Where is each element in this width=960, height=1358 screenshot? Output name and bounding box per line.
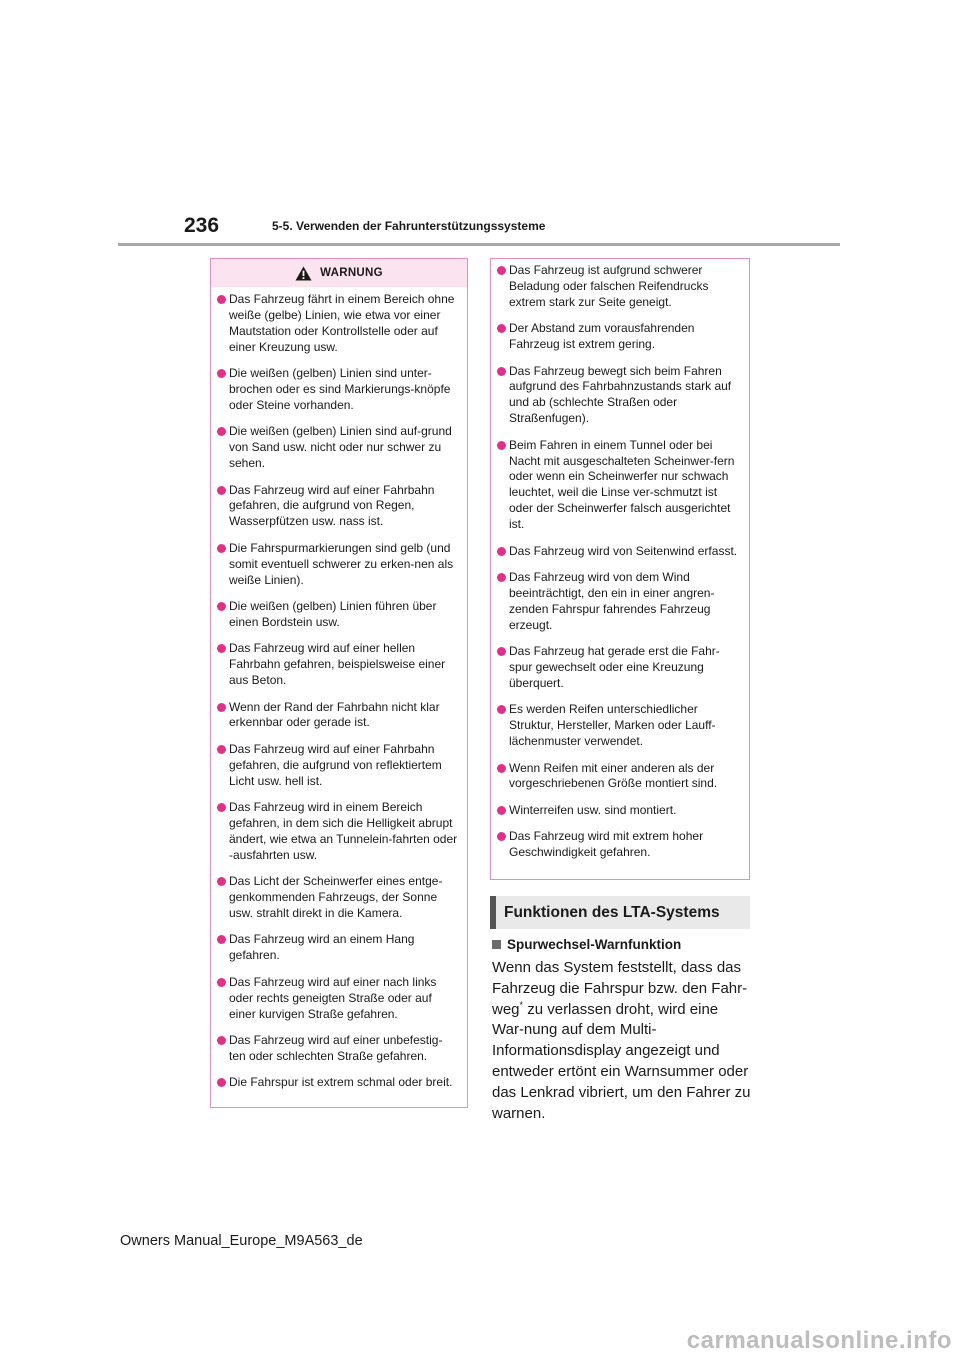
warning-list-item: Die Fahrspur ist extrem schmal oder breit. — [217, 1075, 459, 1091]
warning-list-item: Das Fahrzeug wird auf einer hellen Fahrbahn gefahren, beispielsweise einer aus Beton. — [217, 641, 459, 689]
footnote-asterisk[interactable]: * — [519, 999, 524, 1010]
warning-list-item: Das Fahrzeug bewegt sich beim Fahren aufgrund des Fahrbahnzustands stark auf und ab (schlechte Straßen oder Straßenfugen). — [497, 364, 741, 428]
body-text-part-2: zu verlassen droht, wird eine War-nung auf dem Multi-Informationsdisplay angezeigt und entweder ertönt ein Warnsummer oder das Lenkrad vibriert, um den Fahrer zu warnen. — [492, 1000, 751, 1122]
warning-list-item: Das Fahrzeug wird an einem Hang gefahren. — [217, 932, 459, 964]
body-paragraph — [492, 958, 752, 1124]
warning-list-item: Die weißen (gelben) Linien sind auf-grund von Sand usw. nicht oder nur schwer zu sehen. — [217, 424, 459, 472]
warning-triangle-icon — [295, 266, 312, 281]
warning-label: WARNUNG — [320, 267, 383, 279]
warning-list-item: Die weißen (gelben) Linien sind unter-brochen oder es sind Markierungs-knöpfe oder Steine vorhanden. — [217, 366, 459, 414]
warning-list-item: Das Fahrzeug ist aufgrund schwerer Beladung oder falschen Reifendrucks extrem stark zur Seite geneigt. — [497, 263, 741, 311]
square-bullet-icon — [492, 940, 501, 949]
warning-continued-box — [490, 258, 750, 880]
header-divider — [118, 243, 840, 246]
warning-list-item: Der Abstand zum vorausfahrenden Fahrzeug ist extrem gering. — [497, 321, 741, 353]
subsection-heading-text: Spurwechsel-Warnfunktion — [507, 937, 682, 952]
functions-heading-box — [490, 896, 750, 929]
warning-header — [211, 259, 467, 287]
warning-list-item: Es werden Reifen unterschiedlicher Struktur, Hersteller, Marken oder Lauff-lächenmuster verwendet. — [497, 702, 741, 750]
footer-text: Owners Manual_Europe_M9A563_de — [120, 1233, 363, 1249]
warning-list-item: Das Fahrzeug wird von Seitenwind erfasst. — [497, 544, 741, 560]
body-text-part-1: Wenn das System feststellt, dass das Fahrzeug die Fahrspur bzw. den Fahr-weg — [492, 959, 748, 1018]
warning-continued-list — [491, 259, 749, 861]
page-number: 236 — [184, 214, 220, 237]
warning-box — [210, 258, 468, 1108]
warning-list-item: Winterreifen usw. sind montiert. — [497, 803, 741, 819]
warning-list-item: Das Fahrzeug wird von dem Wind beeinträchtigt, den ein in einer angren-zenden Fahrspur fahrendes Fahrzeug erzeugt. — [497, 570, 741, 634]
warning-list-item: Das Fahrzeug wird auf einer unbefestig-ten oder schlechten Straße gefahren. — [217, 1033, 459, 1065]
warning-list-item: Wenn Reifen mit einer anderen als der vorgeschriebenen Größe montiert sind. — [497, 761, 741, 793]
warning-list-item: Beim Fahren in einem Tunnel oder bei Nacht mit ausgeschalteten Scheinwer-fern oder wenn ein Scheinwerfer nur schwach leuchtet, weil die Linse ver-schmutzt ist oder der Scheinwerfer falsch ausgerichtet ist. — [497, 438, 741, 533]
warning-list-item: Das Fahrzeug wird auf einer nach links oder rechts geneigten Straße oder auf einer kurvigen Straße gefahren. — [217, 975, 459, 1023]
warning-list-item: Das Fahrzeug hat gerade erst die Fahr-spur gewechselt oder eine Kreuzung überquert. — [497, 644, 741, 692]
warning-list-item: Die Fahrspurmarkierungen sind gelb (und somit eventuell schwerer zu erken-nen als weiße Linien). — [217, 541, 459, 589]
warning-list — [211, 287, 467, 1091]
warning-list-item: Das Fahrzeug wird auf einer Fahrbahn gefahren, die aufgrund von reflektiertem Licht usw. hell ist. — [217, 742, 459, 790]
warning-list-item: Das Fahrzeug wird mit extrem hoher Geschwindigkeit gefahren. — [497, 829, 741, 861]
functions-heading: Funktionen des LTA-Systems — [504, 903, 720, 921]
section-title: 5-5. Verwenden der Fahrunterstützungssysteme — [272, 219, 546, 233]
subsection-heading — [492, 937, 681, 952]
warning-list-item: Die weißen (gelben) Linien führen über einen Bordstein usw. — [217, 599, 459, 631]
warning-list-item: Das Licht der Scheinwerfer eines entge-genkommenden Fahrzeugs, der Sonne usw. strahlt direkt in die Kamera. — [217, 874, 459, 922]
warning-list-item: Das Fahrzeug fährt in einem Bereich ohne weiße (gelbe) Linien, wie etwa vor einer Mautstation oder Kontrollstelle oder auf einer Kreuzung usw. — [217, 292, 459, 356]
warning-list-item: Das Fahrzeug wird in einem Bereich gefahren, in dem sich die Helligkeit abrupt ändert, wie etwa an Tunnelein-fahrten oder -ausfahrten usw. — [217, 800, 459, 864]
watermark: carmanualsonline.info — [686, 1327, 952, 1354]
warning-list-item: Wenn der Rand der Fahrbahn nicht klar erkennbar oder gerade ist. — [217, 700, 459, 732]
warning-list-item: Das Fahrzeug wird auf einer Fahrbahn gefahren, die aufgrund von Regen, Wasserpfützen usw. nass ist. — [217, 483, 459, 531]
